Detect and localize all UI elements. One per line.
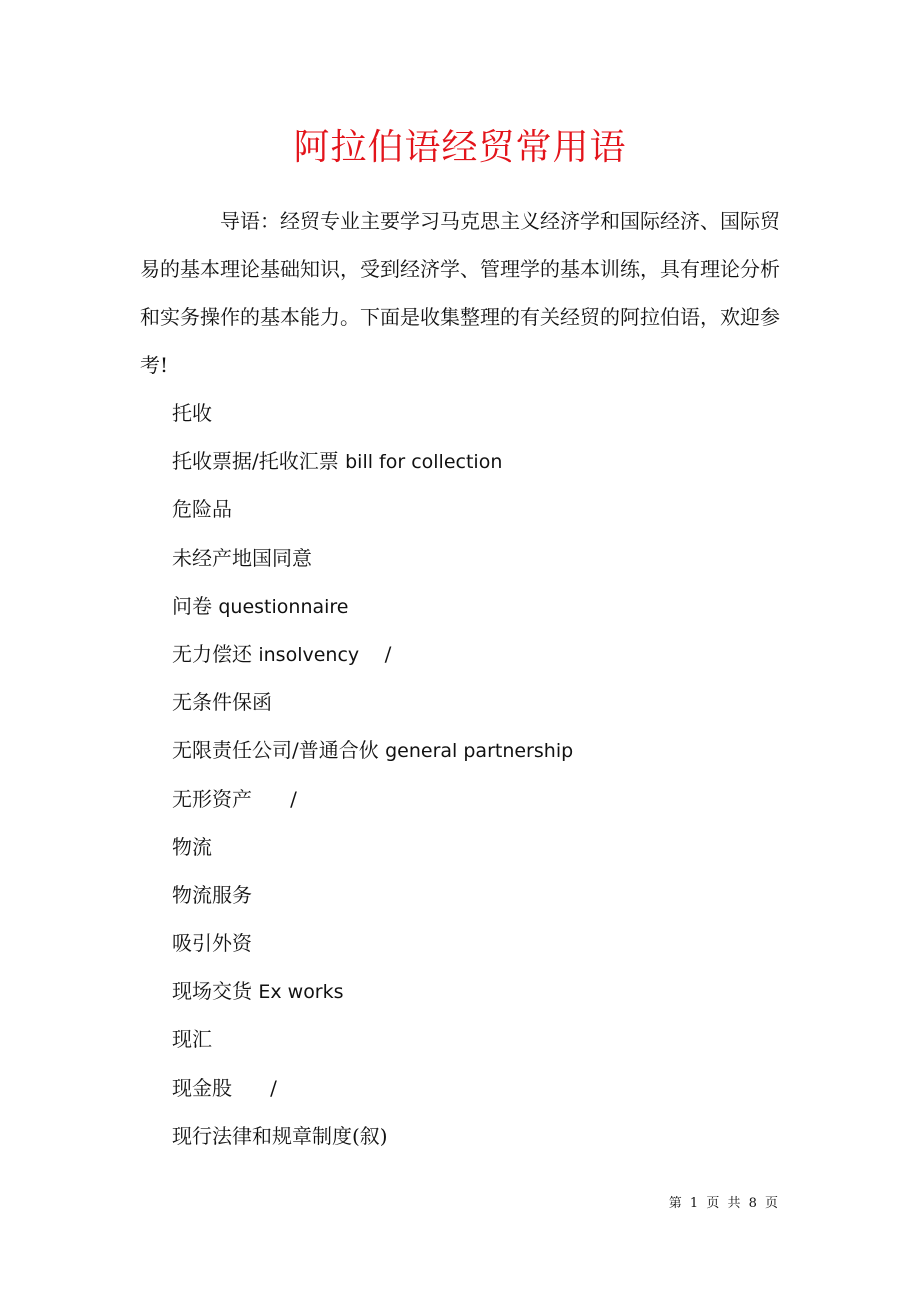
term-item: 无形资产 / <box>172 786 297 811</box>
term-item: 无力偿还 insolvency / <box>172 641 392 666</box>
term-list <box>172 389 573 1160</box>
term-item: 无限责任公司/普通合伙 general partnership <box>172 738 574 763</box>
term-item: 现场交货 Ex works <box>172 979 344 1004</box>
term-item: 托收票据/托收汇票 bill for collection <box>172 449 503 474</box>
term-item: 未经产地国同意 <box>172 545 312 570</box>
term-item: 物流服务 <box>172 882 252 907</box>
term-item: 现金股 / <box>172 1075 277 1100</box>
term-item: 现行法律和规章制度(叙) <box>172 1123 388 1148</box>
term-item: 危险品 <box>172 497 232 522</box>
term-item: 吸引外资 <box>172 931 252 956</box>
term-item: 无条件保函 <box>172 690 272 715</box>
page-footer: 第 1 页 共 8 页 <box>668 1196 780 1211</box>
intro-paragraph: 导语：经贸专业主要学习马克思主义经济学和国际经济、国际贸易的基本理论基础知识，受到经济学、管理学的基本训练，具有理论分析和实务操作的基本能力。下面是收集整理的有关经贸的阿拉伯语，欢迎参考! <box>140 209 780 377</box>
term-item: 托收 <box>172 401 212 425</box>
term-item: 现汇 <box>172 1027 212 1052</box>
term-item: 问卷 questionnaire <box>172 593 349 618</box>
page-title: 阿拉伯语经贸常用语 <box>293 127 627 168</box>
term-item: 物流 <box>172 834 212 859</box>
